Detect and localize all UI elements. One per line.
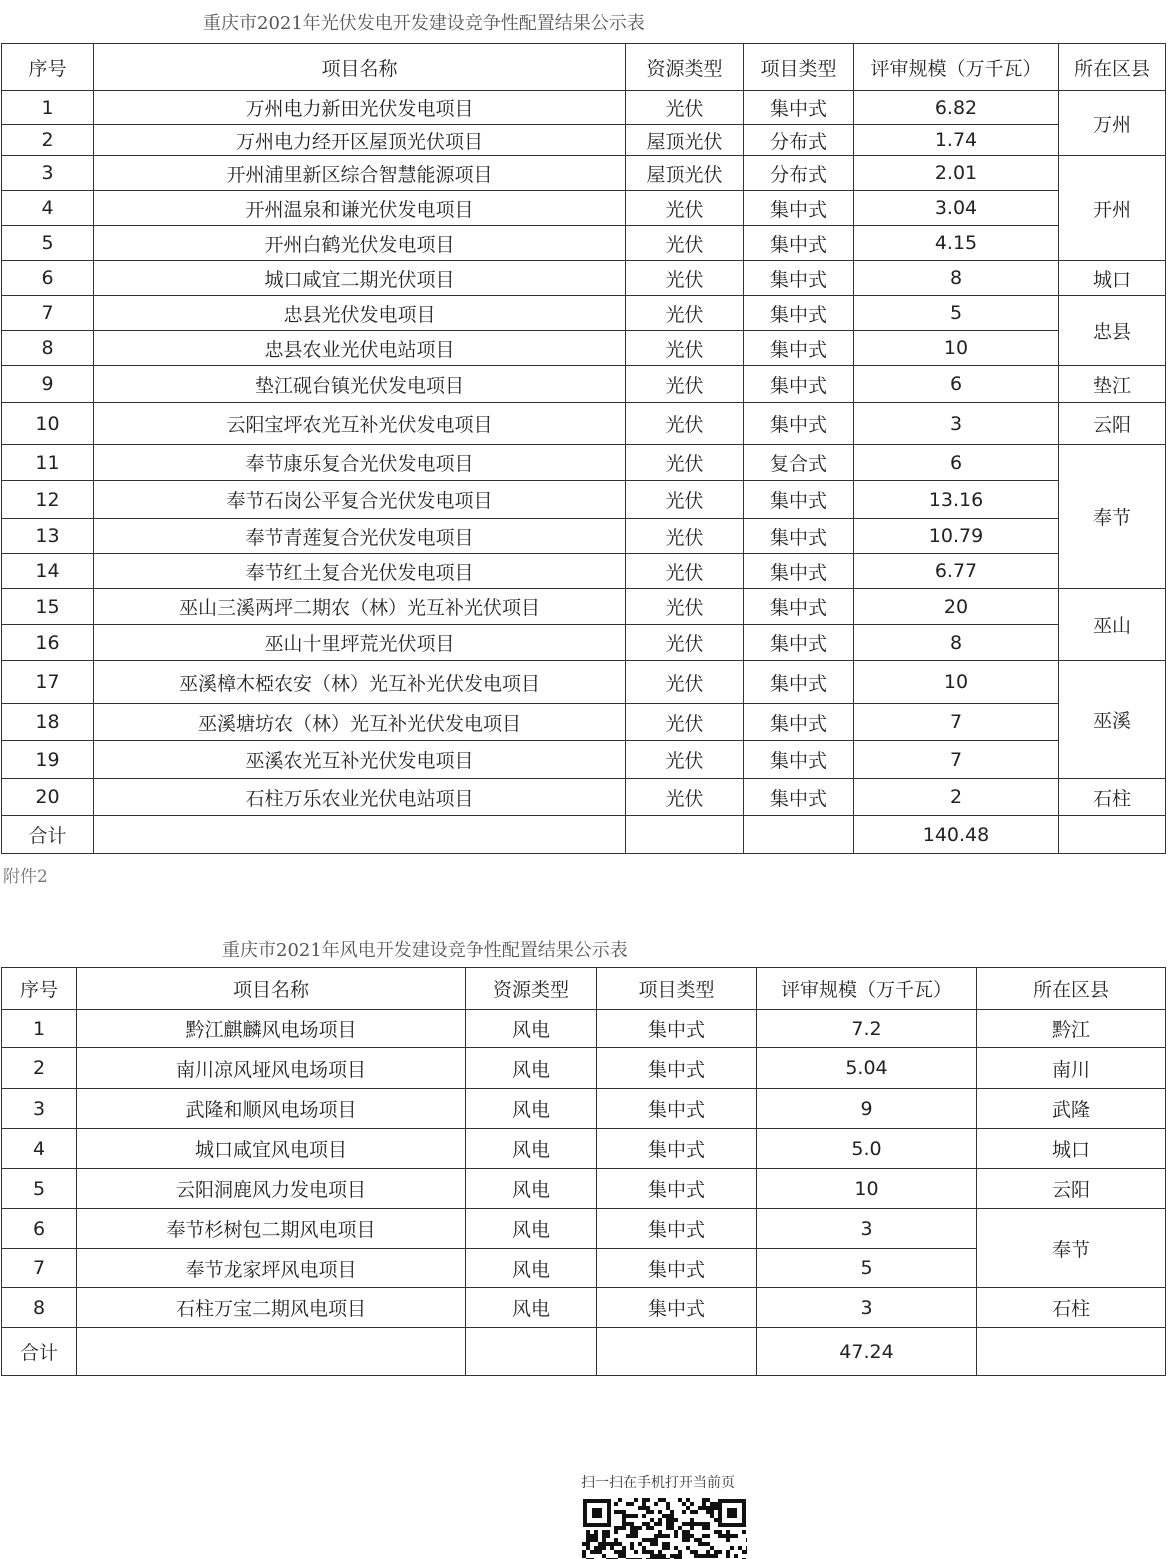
cell-district: 奉节 [1059,445,1166,589]
total-label: 合计 [2,1328,77,1376]
cell-resource-type: 屋顶光伏 [626,156,744,191]
cell-project-name: 城口咸宜风电项目 [77,1129,466,1169]
cell-index: 5 [2,226,94,261]
table-row [2,481,1166,519]
table-row [2,366,1166,403]
cell-resource-type: 光伏 [626,296,744,331]
wind-results-table [1,967,1166,1376]
cell-index: 3 [2,156,94,191]
cell-project-type: 集中式 [744,191,854,226]
cell-district: 巫溪 [1059,661,1166,779]
header-cell: 项目类型 [744,44,854,91]
header-cell: 项目名称 [77,968,466,1010]
cell-project-name: 开州温泉和谦光伏发电项目 [94,191,626,226]
cell-resource-type: 光伏 [626,191,744,226]
empty-cell [1059,816,1166,854]
cell-district: 开州 [1059,156,1166,261]
cell-project-type: 集中式 [744,296,854,331]
cell-project-name: 巫山十里坪荒光伏项目 [94,625,626,661]
pv-results-table [1,43,1166,854]
cell-project-name: 奉节康乐复合光伏发电项目 [94,445,626,481]
empty-cell [977,1328,1166,1376]
cell-capacity: 7.2 [757,1010,977,1048]
empty-cell [744,816,854,854]
cell-capacity: 5.0 [757,1129,977,1169]
cell-resource-type: 风电 [466,1169,597,1209]
header-cell: 所在区县 [1059,44,1166,91]
cell-capacity: 13.16 [854,481,1059,519]
cell-project-name: 奉节杉树包二期风电项目 [77,1209,466,1249]
header-cell: 评审规模（万千瓦） [854,44,1059,91]
cell-resource-type: 风电 [466,1249,597,1288]
cell-index: 8 [2,1288,77,1328]
cell-project-type: 集中式 [744,481,854,519]
empty-cell [77,1328,466,1376]
table-row [2,191,1166,226]
table-row [2,589,1166,625]
cell-capacity: 3 [757,1288,977,1328]
cell-project-type: 集中式 [597,1089,757,1129]
cell-capacity: 5 [757,1249,977,1288]
header-cell: 资源类型 [466,968,597,1010]
cell-project-type: 集中式 [597,1249,757,1288]
cell-index: 7 [2,296,94,331]
total-capacity: 47.24 [757,1328,977,1376]
cell-project-name: 忠县农业光伏电站项目 [94,331,626,366]
cell-index: 4 [2,191,94,226]
table-row [2,91,1166,125]
cell-district: 奉节 [977,1209,1166,1288]
cell-index: 7 [2,1249,77,1288]
cell-project-name: 奉节龙家坪风电项目 [77,1249,466,1288]
table-row [2,519,1166,554]
cell-capacity: 4.15 [854,226,1059,261]
cell-index: 16 [2,625,94,661]
cell-project-name: 奉节青莲复合光伏发电项目 [94,519,626,554]
cell-resource-type: 光伏 [626,519,744,554]
cell-project-name: 南川凉风垭风电场项目 [77,1048,466,1089]
cell-project-name: 石柱万乐农业光伏电站项目 [94,779,626,816]
cell-district: 武隆 [977,1089,1166,1129]
table-row [2,554,1166,589]
header-cell: 所在区县 [977,968,1166,1010]
total-capacity: 140.48 [854,816,1059,854]
table-row [2,704,1166,741]
cell-index: 5 [2,1169,77,1209]
table-row [2,261,1166,296]
table-row [2,1209,1166,1249]
cell-resource-type: 光伏 [626,625,744,661]
cell-project-name: 巫溪农光互补光伏发电项目 [94,741,626,779]
cell-project-name: 巫山三溪两坪二期农（林）光互补光伏项目 [94,589,626,625]
cell-index: 18 [2,704,94,741]
cell-project-type: 集中式 [744,403,854,445]
cell-project-name: 开州浦里新区综合智慧能源项目 [94,156,626,191]
cell-project-name: 万州电力经开区屋顶光伏项目 [94,125,626,156]
cell-project-type: 集中式 [744,554,854,589]
cell-project-type: 集中式 [744,779,854,816]
cell-project-name: 忠县光伏发电项目 [94,296,626,331]
cell-district: 石柱 [1059,779,1166,816]
cell-capacity: 6 [854,366,1059,403]
cell-project-type: 集中式 [597,1169,757,1209]
cell-capacity: 2.01 [854,156,1059,191]
cell-project-type: 集中式 [744,331,854,366]
empty-cell [466,1328,597,1376]
table-row [2,403,1166,445]
cell-index: 10 [2,403,94,445]
cell-resource-type: 风电 [466,1209,597,1249]
cell-project-type: 分布式 [744,125,854,156]
cell-district: 石柱 [977,1288,1166,1328]
table-row [2,1089,1166,1129]
cell-project-type: 集中式 [744,366,854,403]
empty-cell [626,816,744,854]
cell-project-type: 集中式 [744,589,854,625]
cell-project-type: 集中式 [744,261,854,296]
header-cell: 序号 [2,44,94,91]
cell-resource-type: 光伏 [626,331,744,366]
cell-resource-type: 光伏 [626,779,744,816]
cell-project-type: 集中式 [597,1288,757,1328]
cell-project-type: 集中式 [744,625,854,661]
cell-project-name: 奉节石岗公平复合光伏发电项目 [94,481,626,519]
cell-district: 云阳 [977,1169,1166,1209]
cell-district: 云阳 [1059,403,1166,445]
cell-capacity: 2 [854,779,1059,816]
cell-project-name: 石柱万宝二期风电项目 [77,1288,466,1328]
cell-capacity: 6.77 [854,554,1059,589]
cell-project-type: 集中式 [744,704,854,741]
cell-district: 万州 [1059,91,1166,156]
cell-district: 城口 [1059,261,1166,296]
cell-project-type: 集中式 [744,91,854,125]
cell-capacity: 10.79 [854,519,1059,554]
header-cell: 评审规模（万千瓦） [757,968,977,1010]
table-row [2,296,1166,331]
cell-resource-type: 光伏 [626,661,744,704]
cell-resource-type: 风电 [466,1089,597,1129]
table-row [2,1169,1166,1209]
cell-resource-type: 光伏 [626,554,744,589]
cell-capacity: 10 [757,1169,977,1209]
cell-project-name: 巫溪塘坊农（林）光互补光伏发电项目 [94,704,626,741]
cell-capacity: 7 [854,704,1059,741]
qr-code-icon[interactable] [582,1498,747,1559]
cell-district: 垫江 [1059,366,1166,403]
table-row [2,625,1166,661]
table-row [2,1048,1166,1089]
table-row [2,226,1166,261]
cell-index: 1 [2,1010,77,1048]
cell-project-name: 万州电力新田光伏发电项目 [94,91,626,125]
cell-capacity: 10 [854,331,1059,366]
cell-project-name: 垫江砚台镇光伏发电项目 [94,366,626,403]
cell-capacity: 7 [854,741,1059,779]
cell-project-type: 集中式 [597,1048,757,1089]
cell-index: 20 [2,779,94,816]
total-row [2,1328,1166,1376]
cell-project-name: 城口咸宜二期光伏项目 [94,261,626,296]
cell-project-type: 集中式 [744,741,854,779]
cell-resource-type: 光伏 [626,366,744,403]
cell-resource-type: 风电 [466,1010,597,1048]
cell-resource-type: 光伏 [626,704,744,741]
cell-capacity: 6 [854,445,1059,481]
empty-cell [94,816,626,854]
cell-capacity: 3.04 [854,191,1059,226]
cell-project-type: 集中式 [744,226,854,261]
cell-index: 15 [2,589,94,625]
cell-resource-type: 光伏 [626,481,744,519]
cell-index: 11 [2,445,94,481]
header-cell: 项目类型 [597,968,757,1010]
cell-project-type: 复合式 [744,445,854,481]
cell-resource-type: 风电 [466,1288,597,1328]
cell-capacity: 1.74 [854,125,1059,156]
cell-capacity: 6.82 [854,91,1059,125]
empty-cell [597,1328,757,1376]
cell-project-type: 集中式 [597,1129,757,1169]
table-row [2,125,1166,156]
table-row [2,445,1166,481]
header-cell: 资源类型 [626,44,744,91]
cell-district: 忠县 [1059,296,1166,366]
attachment-label: 附件2 [3,867,48,887]
cell-index: 19 [2,741,94,779]
total-row [2,816,1166,854]
cell-project-name: 开州白鹤光伏发电项目 [94,226,626,261]
cell-index: 14 [2,554,94,589]
table-row [2,1129,1166,1169]
table-row [2,779,1166,816]
table-row [2,1010,1166,1048]
cell-index: 3 [2,1089,77,1129]
table-header-row [2,968,1166,1010]
cell-index: 2 [2,125,94,156]
cell-resource-type: 风电 [466,1048,597,1089]
table-row [2,741,1166,779]
cell-index: 6 [2,261,94,296]
cell-index: 2 [2,1048,77,1089]
table-row [2,156,1166,191]
table-row [2,661,1166,704]
cell-index: 6 [2,1209,77,1249]
cell-resource-type: 光伏 [626,445,744,481]
cell-project-name: 巫溪樟木椏农安（林）光互补光伏发电项目 [94,661,626,704]
wind-table-title: 重庆市2021年风电开发建设竞争性配置结果公示表 [222,940,628,961]
cell-district: 黔江 [977,1010,1166,1048]
cell-project-name: 云阳宝坪农光互补光伏发电项目 [94,403,626,445]
cell-index: 17 [2,661,94,704]
cell-resource-type: 光伏 [626,589,744,625]
cell-resource-type: 光伏 [626,226,744,261]
cell-resource-type: 光伏 [626,91,744,125]
cell-project-name: 武隆和顺风电场项目 [77,1089,466,1129]
cell-capacity: 3 [854,403,1059,445]
table-row [2,1288,1166,1328]
header-cell: 项目名称 [94,44,626,91]
cell-district: 城口 [977,1129,1166,1169]
cell-capacity: 5 [854,296,1059,331]
cell-project-name: 云阳洞鹿风力发电项目 [77,1169,466,1209]
cell-district: 南川 [977,1048,1166,1089]
cell-project-type: 集中式 [744,661,854,704]
cell-resource-type: 光伏 [626,403,744,445]
cell-project-type: 集中式 [744,519,854,554]
cell-capacity: 10 [854,661,1059,704]
cell-district: 巫山 [1059,589,1166,661]
cell-project-name: 奉节红土复合光伏发电项目 [94,554,626,589]
cell-index: 9 [2,366,94,403]
cell-project-type: 集中式 [597,1010,757,1048]
cell-index: 4 [2,1129,77,1169]
table-row [2,331,1166,366]
cell-resource-type: 光伏 [626,741,744,779]
cell-index: 8 [2,331,94,366]
pv-table-title: 重庆市2021年光伏发电开发建设竞争性配置结果公示表 [203,13,645,34]
cell-resource-type: 风电 [466,1129,597,1169]
total-label: 合计 [2,816,94,854]
header-cell: 序号 [2,968,77,1010]
cell-resource-type: 屋顶光伏 [626,125,744,156]
cell-capacity: 8 [854,261,1059,296]
cell-capacity: 8 [854,625,1059,661]
cell-project-name: 黔江麒麟风电场项目 [77,1010,466,1048]
cell-capacity: 9 [757,1089,977,1129]
cell-resource-type: 光伏 [626,261,744,296]
cell-capacity: 20 [854,589,1059,625]
qr-caption: 扫一扫在手机打开当前页 [581,1475,735,1491]
cell-index: 13 [2,519,94,554]
cell-capacity: 3 [757,1209,977,1249]
cell-index: 1 [2,91,94,125]
cell-project-type: 分布式 [744,156,854,191]
cell-project-type: 集中式 [597,1209,757,1249]
cell-capacity: 5.04 [757,1048,977,1089]
cell-index: 12 [2,481,94,519]
table-header-row [2,44,1166,91]
